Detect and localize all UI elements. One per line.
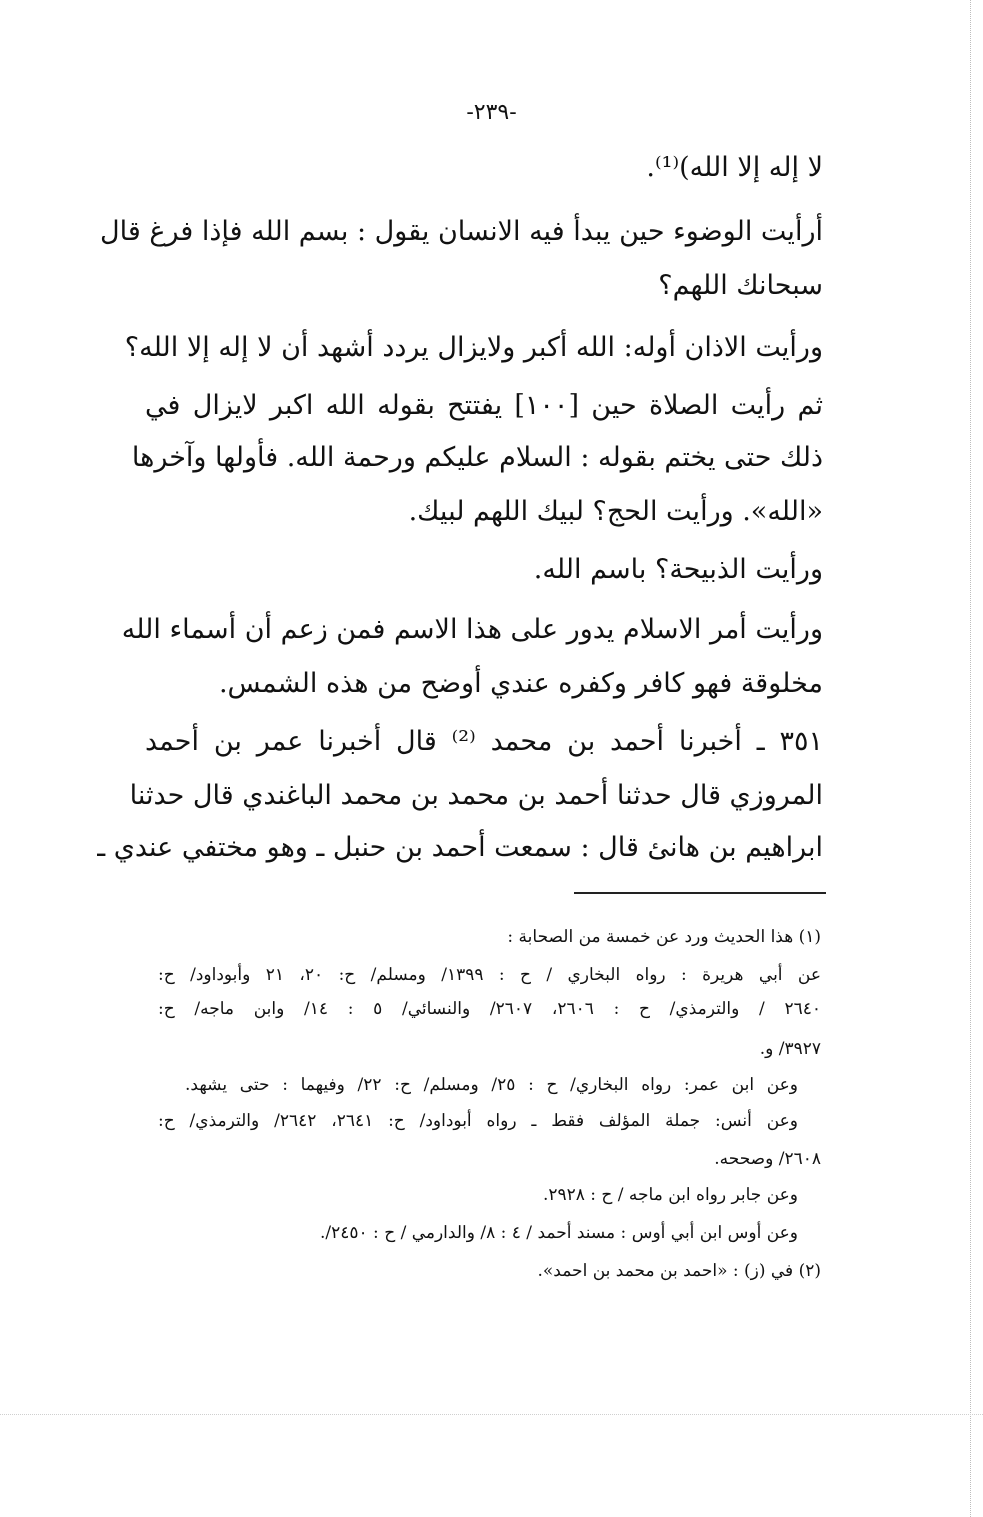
footnote-line: عن أبي هريرة : رواه البخاري / ح : ١٣٩٩/ ومسلم/ ح: ٢٠، ٢١ وأبوداود/ ح: bbox=[158, 965, 821, 985]
body-line: مخلوقة فهو كافر وكفره عندي أوضح من هذه الشمس. bbox=[218, 668, 823, 699]
body-line: «الله». ورأيت الحج؟ لبيك اللهم لبيك. bbox=[408, 496, 823, 527]
footnote-line: وعن أنس: جملة المؤلف فقط ـ رواه أبوداود/ ح: ٢٦٤١، ٢٦٤٢/ والترمذي/ ح: bbox=[158, 1111, 798, 1131]
body-line: ٣٥١ ـ أخبرنا أحمد بن محمد ⁽²⁾ قال أخبرنا عمر بن أحمد bbox=[145, 726, 823, 757]
body-line: ثم رأيت الصلاة حين [١٠٠] يفتتح بقوله الله اكبر لايزال في bbox=[145, 390, 823, 421]
footnote-line: (١) هذا الحديث ورد عن خمسة من الصحابة : bbox=[507, 927, 821, 947]
page-number: -٢٣٩- bbox=[466, 100, 517, 125]
body-line: أرأيت الوضوء حين يبدأ فيه الانسان يقول : بسم الله فإذا فرغ قال bbox=[100, 216, 823, 247]
body-line: ورأيت أمر الاسلام يدور على هذا الاسم فمن زعم أن أسماء الله bbox=[121, 614, 823, 645]
body-line: ورأيت الاذان أوله: الله أكبر ولايزال يردد أشهد أن لا إله إلا الله؟ bbox=[124, 332, 823, 363]
footnote-line: ٢٦٤٠ / والترمذي/ ح : ٢٦٠٦، ٢٦٠٧/ والنسائي/ ٥ : ١٤/ وابن ماجه/ ح: bbox=[158, 999, 822, 1019]
footnote-line: وعن ابن عمر: رواه البخاري/ ح : ٢٥/ ومسلم/ ح: ٢٢/ وفيهما : حتى يشهد. bbox=[185, 1075, 799, 1095]
footnote-line: وعن جابر رواه ابن ماجه / ح : ٢٩٢٨. bbox=[542, 1185, 798, 1205]
body-line: المروزي قال حدثنا أحمد بن محمد بن محمد الباغندي قال حدثنا bbox=[129, 780, 823, 811]
footnote-separator bbox=[574, 892, 826, 894]
body-line: ذلك حتى يختم بقوله : السلام عليكم ورحمة الله. فأولها وآخرها bbox=[131, 442, 823, 473]
body-line: لا إله إلا الله)⁽¹⁾. bbox=[646, 152, 823, 183]
body-line: ورأيت الذبيحة؟ باسم الله. bbox=[533, 554, 823, 585]
page-edge-bottom bbox=[0, 1414, 983, 1415]
body-line: سبحانك اللهم؟ bbox=[658, 270, 823, 301]
footnote-line: ٢٦٠٨/ وصححه. bbox=[714, 1149, 821, 1169]
footnote-line: وعن أوس ابن أبي أوس : مسند أحمد / ٤ : ٨/ والدارمي / ح : ٢٤٥٠/. bbox=[319, 1223, 798, 1243]
footnote-line: (٢) في (ز) : «احمد بن محمد بن احمد». bbox=[537, 1261, 821, 1281]
body-line: ابراهيم بن هانئ قال : سمعت أحمد بن حنبل ـ وهو مختفي عندي ـ bbox=[97, 832, 823, 863]
footnote-line: ٣٩٢٧/ و. bbox=[759, 1039, 821, 1059]
page-edge-right bbox=[970, 0, 971, 1517]
